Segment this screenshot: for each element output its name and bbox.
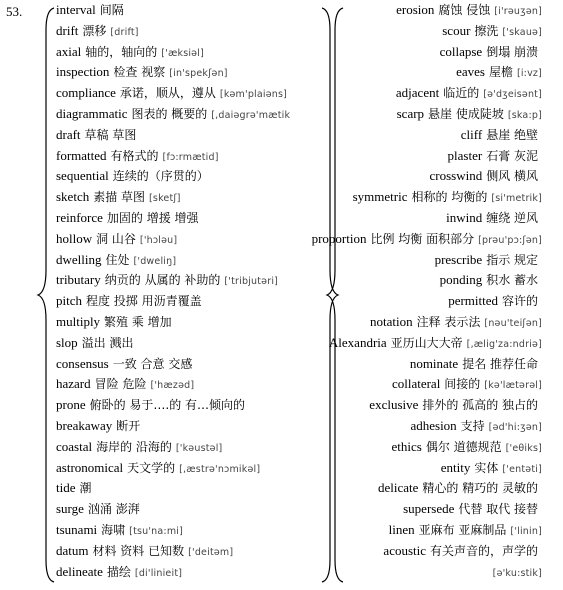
- left-entry-phonetic: ['dweliŋ]: [133, 255, 177, 267]
- right-vocab-entry: [429, 168, 542, 186]
- right-entry-translation: 腐蚀 侵蚀: [438, 3, 491, 17]
- left-entry-translation: 检查 视察: [113, 65, 166, 80]
- left-vocab-entry: [56, 293, 206, 311]
- right-entry-word: acoustic: [383, 542, 427, 558]
- right-entry-translation: 支持: [460, 419, 485, 433]
- left-entry-translation: 轴的，轴向的: [85, 44, 158, 59]
- right-vocab-entry: [383, 543, 542, 561]
- left-entry-word: axial: [56, 43, 82, 59]
- left-entry-translation: 溢出 溅出: [81, 335, 134, 350]
- right-entry-word: proportion: [311, 230, 367, 246]
- left-vocab-entry: [56, 148, 219, 166]
- right-vocab-entry: [312, 231, 542, 249]
- left-entry-phonetic: ['æksiəl]: [161, 47, 204, 59]
- right-entry-translation: 容许的: [502, 294, 539, 309]
- right-entry-translation: 实体: [474, 460, 499, 475]
- left-vocab-entry: [56, 168, 213, 186]
- right-vocab-entry: [435, 252, 542, 270]
- left-entry-translation: 漂移: [82, 23, 107, 38]
- right-entry-word: Alexandria: [328, 334, 387, 350]
- right-vocab-entry: [442, 23, 542, 41]
- left-entry-translation: 程度 投掷 用沥青覆盖: [85, 294, 202, 309]
- right-entry-phonetic: ['entəti]: [502, 463, 542, 475]
- left-entry-word: astronomical: [56, 459, 124, 475]
- entry-number: 53.: [6, 4, 23, 19]
- right-entry-phonetic: [əd'hi:ʒən]: [488, 422, 542, 433]
- left-entry-phonetic: ['deitəm]: [188, 546, 234, 558]
- left-entry-translation: 纳贡的 从属的 补助的: [104, 273, 221, 288]
- left-entry-word: hazard: [56, 376, 91, 392]
- right-entry-phonetic: [i:vz]: [516, 68, 542, 80]
- right-entry-word: delicate: [377, 480, 419, 496]
- left-entry-word: inspection: [56, 64, 110, 80]
- right-vocab-entry: [378, 480, 542, 498]
- right-vocab-entry: [392, 376, 542, 394]
- right-vocab-entry: [389, 522, 542, 540]
- left-entry-word: pitch: [56, 293, 82, 309]
- left-vocab-entry: [56, 397, 249, 415]
- left-vocab-entry: [56, 501, 144, 519]
- right-entry-phonetic: [prəu'pɔ:ʃən]: [478, 234, 542, 246]
- left-entry-word: delineate: [56, 563, 103, 579]
- left-entry-word: datum: [56, 542, 89, 558]
- right-entry-word: adhesion: [410, 418, 457, 433]
- left-vocab-entry: [56, 189, 181, 207]
- left-entry-word: sequential: [56, 168, 109, 184]
- left-vocab-entry: [56, 480, 95, 498]
- left-entry-phonetic: [,æstrə'nɔmikəl]: [179, 463, 261, 475]
- right-entry-phonetic: [i'rəuʒən]: [494, 6, 542, 17]
- left-vocab-entry: [56, 335, 137, 353]
- left-vocab-entry: [56, 23, 139, 41]
- right-entry-word: erosion: [396, 2, 435, 17]
- left-entry-word: slop: [56, 334, 78, 350]
- right-entry-word: plaster: [447, 147, 483, 163]
- left-vocab-entry: [56, 127, 140, 145]
- left-entry-phonetic: ['kəustəl]: [175, 442, 223, 454]
- left-vocab-entry: [56, 543, 233, 561]
- left-vocab-entry: [56, 314, 176, 332]
- left-entry-word: coastal: [56, 438, 93, 454]
- left-entry-word: reinforce: [56, 210, 103, 225]
- left-entry-word: tributary: [56, 272, 101, 288]
- right-vocab-entry: [448, 148, 542, 166]
- right-entry-word: nominate: [409, 355, 459, 371]
- left-vocab-entry: [56, 44, 204, 62]
- left-vocab-entry: [56, 418, 144, 436]
- right-entry-word: collateral: [391, 376, 441, 392]
- left-entry-word: surge: [56, 501, 84, 517]
- right-entry-word: scour: [442, 22, 471, 38]
- right-entry-word: entity: [440, 459, 471, 475]
- right-entry-word: exclusive: [369, 397, 419, 413]
- left-vocab-entry: [56, 85, 287, 103]
- right-entry-translation: 注释 表示法: [416, 315, 481, 329]
- left-entry-translation: 繁殖 乘 增加: [104, 315, 172, 329]
- right-entry-translation: 亚麻布 亚麻制品: [418, 523, 507, 537]
- left-entry-translation: 承诺，顺从，遵从: [119, 86, 216, 101]
- right-entry-translation: 指示 规定: [486, 252, 539, 267]
- left-entry-translation: 加固的 增援 增强: [106, 211, 199, 225]
- right-vocab-entry: [456, 64, 542, 82]
- left-vocab-entry: [56, 356, 196, 374]
- left-entry-phonetic: ['tribjutəri]: [224, 276, 279, 288]
- left-entry-word: draft: [56, 126, 81, 142]
- left-entry-word: tide: [56, 480, 76, 496]
- right-vocab-entry: [440, 44, 542, 62]
- left-entry-phonetic: ['hæzəd]: [150, 380, 195, 392]
- right-entry-translation: 偶尔 道德规范: [425, 439, 502, 454]
- right-entry-phonetic: [ə'dʒeisənt]: [483, 89, 542, 101]
- right-entry-translation: 亚历山大大帝: [390, 335, 463, 350]
- right-entry-word: supersede: [403, 501, 455, 517]
- right-vocab-entry: [403, 501, 542, 519]
- right-entry-translation: 有关声音的，声学的: [430, 543, 539, 558]
- right-vocab-entry: [369, 397, 542, 415]
- right-entry-translation: 积水 蓄水: [486, 273, 539, 288]
- left-entry-translation: 材料 资料 已知数: [92, 543, 185, 558]
- right-vocab-entry: [329, 335, 542, 353]
- left-entry-translation: 潮: [79, 481, 92, 496]
- right-entry-word: adjacent: [395, 85, 440, 101]
- left-entry-word: drift: [56, 22, 79, 38]
- right-entry-word: eaves: [456, 64, 485, 80]
- right-entry-phonetic: [ə'ku:stik]: [492, 567, 542, 579]
- right-vocab-entry: [440, 272, 542, 290]
- left-entry-translation: 描绘: [106, 564, 131, 579]
- right-entry-translation: 侧风 横风: [486, 169, 539, 184]
- left-entry-translation: 草稿 草图: [84, 127, 137, 142]
- left-vocab-entry: [56, 376, 194, 394]
- right-vocab-entry: [396, 2, 542, 20]
- left-entry-phonetic: [tsu'na:mi]: [129, 526, 184, 537]
- right-vocab-entry: [493, 564, 542, 582]
- right-entry-phonetic: [ska:p]: [507, 110, 542, 121]
- right-vocab-entry: [410, 418, 542, 436]
- left-entry-word: sketch: [56, 189, 90, 205]
- left-entry-word: tsunami: [56, 522, 98, 537]
- right-entry-word: ponding: [439, 272, 483, 288]
- left-vocab-entry: [56, 106, 290, 124]
- left-vocab-entry: [56, 231, 177, 249]
- left-entry-word: diagrammatic: [56, 106, 128, 121]
- right-entry-phonetic: [nəu'teiʃən]: [484, 318, 542, 329]
- right-vocab-entry: [396, 85, 542, 103]
- left-entry-word: interval: [56, 2, 96, 17]
- left-entry-phonetic: [kəm'plaiəns]: [219, 89, 288, 101]
- left-entry-translation: 汹涌 澎湃: [87, 502, 140, 517]
- right-entry-translation: 代替 取代 接替: [458, 502, 539, 517]
- left-entry-phonetic: [di'linieit]: [134, 567, 183, 579]
- right-entry-translation: 倒塌 崩溃: [486, 44, 539, 59]
- right-vocab-entry: [410, 356, 542, 374]
- left-entry-translation: 冒险 危险: [94, 377, 147, 392]
- right-vocab-entry: [370, 314, 542, 332]
- left-entry-translation: 海岸的 沿海的: [96, 439, 172, 454]
- right-entry-word: scarp: [396, 106, 425, 121]
- right-vocab-entry: [446, 210, 542, 228]
- left-vocab-entry: [56, 460, 260, 478]
- right-entry-translation: 悬崖 使成陡坡: [428, 107, 504, 121]
- right-entry-word: prescribe: [434, 251, 483, 267]
- center-right-brace: [325, 0, 365, 590]
- right-entry-translation: 提名 推荐任命: [462, 356, 539, 371]
- left-entry-word: multiply: [56, 314, 101, 329]
- left-vocab-entry: [56, 272, 278, 290]
- right-vocab-entry: [392, 439, 543, 457]
- left-entry-word: dwelling: [56, 251, 102, 267]
- right-entry-phonetic: ['skauə]: [502, 26, 542, 38]
- right-entry-translation: 擦洗: [474, 23, 499, 38]
- left-entry-phonetic: [sketʃ]: [149, 193, 181, 205]
- left-entry-translation: 洞 山谷: [96, 231, 136, 246]
- right-vocab-entry: [397, 106, 542, 124]
- right-entry-word: crosswind: [429, 168, 483, 184]
- left-entry-phonetic: ['hɔləu]: [139, 234, 178, 246]
- right-vocab-entry: [441, 460, 542, 478]
- left-vocab-entry: [56, 564, 182, 582]
- left-vocab-entry: [56, 2, 128, 20]
- right-entry-phonetic: [si'metrik]: [491, 193, 542, 205]
- left-entry-translation: 素描 草图: [93, 190, 146, 205]
- right-entry-translation: 屋檐: [488, 65, 513, 80]
- right-entry-word: symmetric: [352, 189, 408, 205]
- left-vocab-entry: [56, 64, 228, 82]
- right-entry-translation: 悬崖 绝壁: [486, 127, 539, 142]
- right-entry-word: ethics: [391, 438, 422, 454]
- left-entry-phonetic: [in'spekʃən]: [169, 68, 228, 80]
- left-entry-word: consensus: [56, 355, 109, 371]
- left-entry-translation: 住处: [105, 252, 130, 267]
- right-entry-translation: 排外的 孤高的 独占的: [422, 398, 539, 413]
- left-entry-translation: 俯卧的 易于….的 有…倾向的: [89, 398, 246, 413]
- left-entry-translation: 一致 合意 交感: [112, 356, 193, 371]
- left-entry-translation: 连续的（序贯的）: [112, 169, 209, 184]
- right-vocab-entry: [353, 189, 542, 207]
- right-entry-translation: 精心的 精巧的 灵敏的: [422, 481, 539, 496]
- right-entry-translation: 缠绕 逆风: [486, 211, 539, 225]
- right-entry-phonetic: ['linin]: [510, 526, 542, 537]
- right-entry-word: inwind: [446, 210, 483, 225]
- right-entry-translation: 相称的 均衡的: [411, 190, 488, 205]
- left-entry-translation: 天文学的: [127, 460, 176, 475]
- left-entry-word: formatted: [56, 147, 107, 163]
- left-entry-translation: 间隔: [99, 3, 124, 17]
- right-entry-phonetic: [,ælig'za:ndriə]: [466, 338, 542, 350]
- right-entry-word: linen: [388, 522, 415, 537]
- right-entry-translation: 石膏 灰泥: [486, 148, 539, 163]
- left-entry-translation: 有格式的: [110, 148, 159, 163]
- left-vocab-entry: [56, 252, 176, 270]
- right-entry-word: notation: [370, 314, 413, 329]
- right-entry-translation: 间接的: [444, 377, 481, 392]
- left-vocab-entry: [56, 522, 183, 540]
- left-entry-word: hollow: [56, 230, 93, 246]
- left-vocab-entry: [56, 210, 203, 228]
- left-entry-translation: 海啸: [101, 523, 126, 537]
- right-entry-translation: 比例 均衡 面积部分: [370, 231, 475, 246]
- left-entry-word: prone: [56, 397, 86, 413]
- left-vocab-entry: [56, 439, 222, 457]
- right-entry-phonetic: [kə'lætərəl]: [484, 380, 542, 392]
- right-entry-translation: 临近的: [443, 86, 480, 101]
- left-entry-phonetic: [drift]: [110, 26, 139, 38]
- left-entry-phonetic: [,daiəgrə'mætik: [211, 110, 291, 121]
- left-entry-word: compliance: [56, 85, 116, 101]
- left-entry-word: breakaway: [56, 418, 113, 433]
- right-entry-word: cliff: [460, 126, 483, 142]
- right-vocab-entry: [448, 293, 542, 311]
- right-vocab-entry: [461, 127, 542, 145]
- right-entry-word: permitted: [448, 293, 499, 309]
- left-entry-phonetic: [fɔ:rmætid]: [162, 151, 219, 163]
- left-entry-translation: 断开: [116, 419, 141, 433]
- left-entry-translation: 图表的 概要的: [131, 107, 208, 121]
- right-entry-word: collapse: [439, 43, 483, 59]
- right-entry-phonetic: ['eθiks]: [505, 442, 542, 454]
